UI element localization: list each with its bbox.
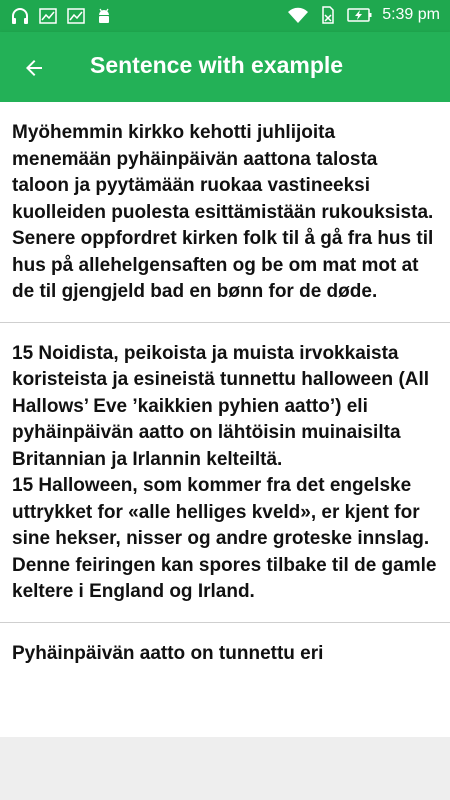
headset-icon: [10, 6, 30, 26]
source-sentence: Myöhemmin kirkko kehotti juhlijoita menemään pyhäinpäivän aattona talosta taloon ja pyytämään ruokaa vastineeksi kuolleiden puolesta esittämistään rukouksista.: [12, 122, 434, 223]
bottom-empty-area: [0, 737, 450, 800]
translated-sentence: 15 Halloween, som kommer fra det engelske uttrykket for «alle helliges kveld», er kjent for sine hekser, nisser og andre groteske innslag. Denne feiringen kan spores tilbake til de gamle keltere i England og Irland.: [12, 475, 437, 602]
list-item[interactable]: [0, 323, 450, 623]
source-sentence: Pyhäinpäivän aatto on tunnettu eri: [12, 642, 324, 664]
status-time: 5:39 pm: [382, 6, 440, 23]
back-button[interactable]: [16, 50, 52, 86]
status-icons-right: [287, 5, 440, 25]
sentence-list[interactable]: [0, 102, 450, 737]
page-title: Sentence with example: [90, 52, 344, 78]
list-item[interactable]: [0, 102, 450, 323]
wifi-icon: [287, 5, 309, 25]
android-icon: [94, 6, 114, 26]
battery-charging-icon: [347, 5, 373, 25]
source-sentence: 15 Noidista, peikoista ja muista irvokkaista koristeista ja esineistä tunnettu halloween (All Hallows’ Eve ’kaikkien pyhien aatto’) eli pyhäinpäivän aatto on lähtöisin muinaisilta Britannian ja Irlannin kelteiltä.: [12, 342, 430, 470]
list-item[interactable]: [0, 623, 450, 684]
chart-icon: [66, 6, 86, 26]
status-bar: [0, 0, 450, 32]
chart-icon: [38, 6, 58, 26]
arrow-back-icon: [22, 56, 46, 80]
status-icons-left: [10, 6, 114, 26]
app-bar: [0, 32, 450, 102]
sim-card-icon: [318, 5, 338, 25]
translated-sentence: Senere oppfordret kirken folk til å gå fra hus til hus på allehelgensaften og be om mat mot at de til gjengjeld bad en bønn for de døde.: [12, 228, 434, 302]
